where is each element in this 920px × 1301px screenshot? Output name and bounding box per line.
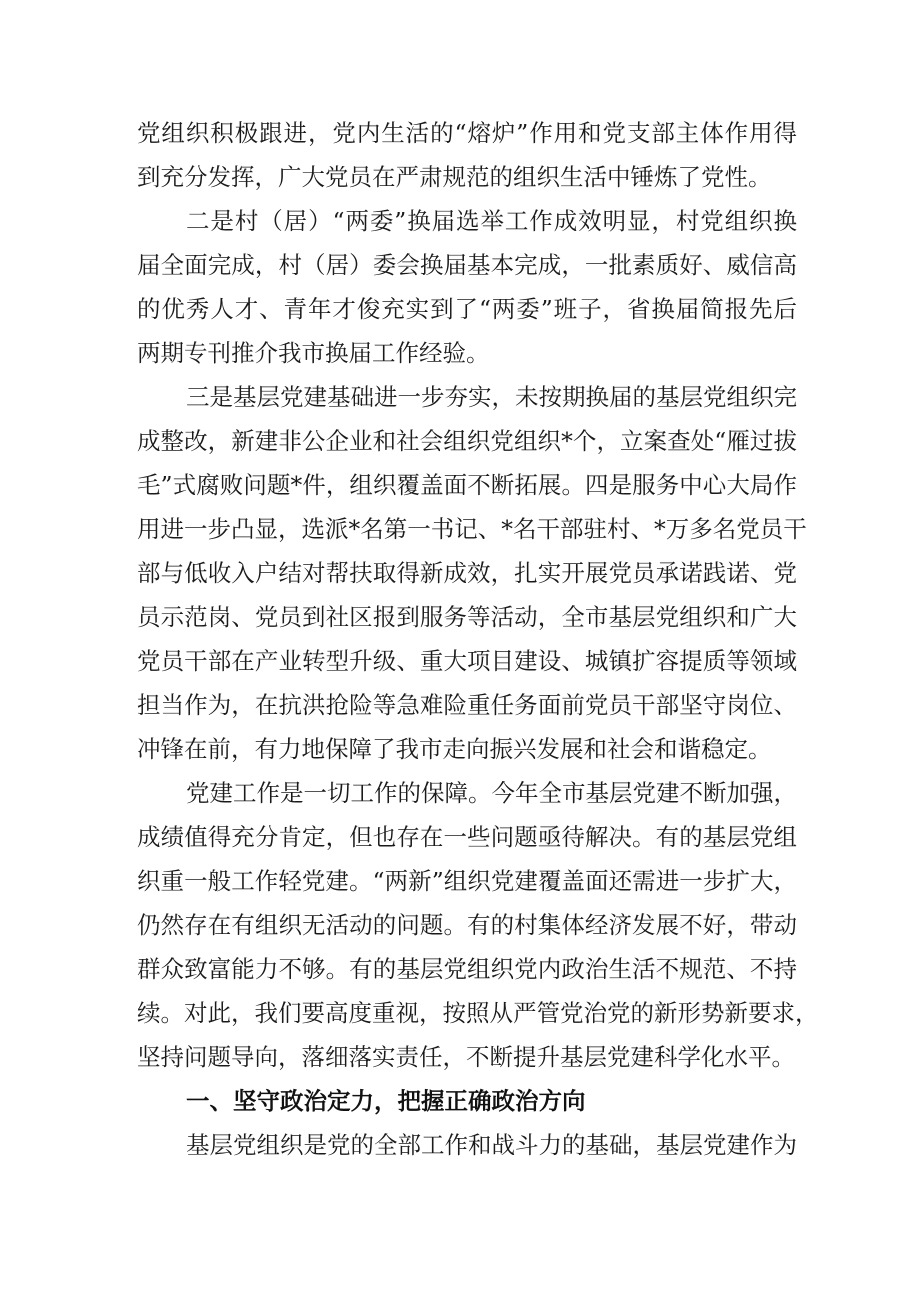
paragraph-3-line-1: 三是基层党建基础进一步夯实，未按期换届的基层党组织完 — [186, 383, 797, 411]
paragraph-3-line-9: 冲锋在前，有力地保障了我市走向振兴发展和社会和谐稳定。 — [137, 735, 772, 763]
paragraph-4-line-3: 织重一般工作轻党建。“两新”组织党建覆盖面还需进一步扩大， — [137, 867, 797, 895]
paragraph-3-line-6: 员示范岗、党员到社区报到服务等活动，全市基层党组织和广大 — [137, 603, 797, 631]
paragraph-2-line-1: 二是村（居）“两委”换届选举工作成效明显，村党组织换 — [186, 207, 797, 235]
paragraph-3-line-2: 成整改，新建非公企业和社会组织党组织*个，立案查处“雁过拔 — [137, 427, 797, 455]
paragraph-3-line-5: 部与低收入户结对帮扶取得新成效，扎实开展党员承诺践诺、党 — [137, 559, 797, 587]
paragraph-3-line-4: 用进一步凸显，选派*名第一书记、*名干部驻村、*万多名党员干 — [137, 515, 807, 543]
paragraph-1-line-2: 到充分发挥，广大党员在严肃规范的组织生活中锤炼了党性。 — [137, 163, 772, 191]
paragraph-4-line-1: 党建工作是一切工作的保障。今年全市基层党建不断加强， — [186, 779, 797, 807]
paragraph-2-line-3: 的优秀人才、青年才俊充实到了“两委”班子，省换届简报先后 — [137, 295, 797, 323]
paragraph-3-line-7: 党员干部在产业转型升级、重大项目建设、城镇扩容提质等领域 — [137, 647, 797, 675]
paragraph-4-line-5: 群众致富能力不够。有的基层党组织党内政治生活不规范、不持 — [137, 955, 797, 983]
paragraph-3-line-3: 毛”式腐败问题*件，组织覆盖面不断拓展。四是服务中心大局作 — [137, 471, 797, 499]
section-heading-1: 一、坚守政治定力，把握正确政治方向 — [186, 1087, 586, 1115]
paragraph-5-line-1: 基层党组织是党的全部工作和战斗力的基础，基层党建作为 — [186, 1131, 797, 1159]
paragraph-2-line-4: 两期专刊推介我市换届工作经验。 — [137, 339, 490, 367]
paragraph-4-line-2: 成绩值得充分肯定，但也存在一些问题亟待解决。有的基层党组 — [137, 823, 797, 851]
paragraph-2-line-2: 届全面完成，村（居）委会换届基本完成，一批素质好、威信高 — [137, 251, 797, 279]
paragraph-4-line-7: 坚持问题导向，落细落实责任，不断提升基层党建科学化水平。 — [137, 1043, 795, 1071]
paragraph-4-line-4: 仍然存在有组织无活动的问题。有的村集体经济发展不好，带动 — [137, 911, 797, 939]
paragraph-4-line-6: 续。对此，我们要高度重视，按照从严管党治党的新形势新要求， — [137, 999, 819, 1027]
paragraph-3-line-8: 担当作为，在抗洪抢险等急难险重任务面前党员干部坚守岗位、 — [137, 691, 797, 719]
paragraph-1-line-1: 党组织积极跟进，党内生活的“熔炉”作用和党支部主体作用得 — [137, 119, 797, 147]
